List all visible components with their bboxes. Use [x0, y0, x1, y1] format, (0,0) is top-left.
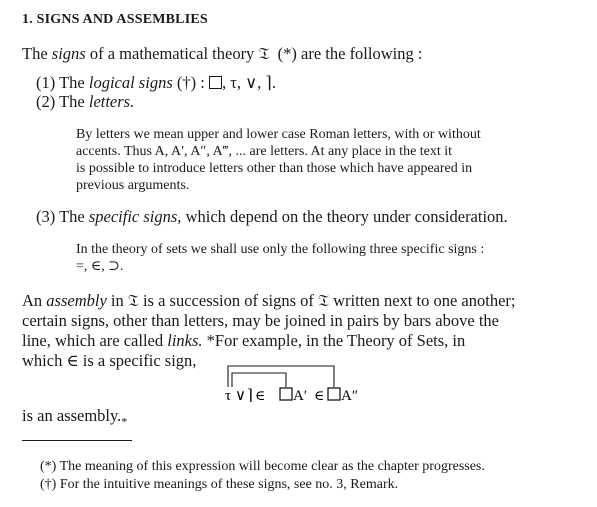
specific-signs-paragraph: In the theory of sets we shall use only the following three specific signs : =, ∈, ⊃.: [76, 242, 485, 274]
letters-paragraph: By letters we mean upper and lower case Roman letters, with or without accents. Thus A, A′, A″, A‴, ... are letters. At any place in the text it is possible to introduce letters other than those which have appeared in previous arguments.: [76, 127, 481, 193]
footnotes: [40, 458, 485, 494]
formula-box-1: [280, 388, 292, 400]
term-assembly: assembly: [46, 291, 107, 310]
footnote-divider: [22, 440, 132, 441]
box-sign-icon: [209, 76, 222, 89]
term-logical-signs: logical signs: [88, 73, 173, 92]
logical-signs-list: , τ, ∨, ⌉.: [221, 73, 276, 92]
term-specific-signs: specific signs,: [88, 207, 182, 226]
footnote-1: (*) The meaning of this expression will become clear as the chapter progresses.: [40, 459, 485, 474]
formula-box-2: [328, 388, 340, 400]
conclusion-line: is an $assembly._*$: [22, 406, 128, 429]
formula-in-1: ∈: [255, 389, 266, 404]
intro-line: The signs of a mathematical theory 𝔗 (*) are the following :: [22, 44, 423, 63]
term-links: links.: [167, 331, 203, 350]
outer-link-bar: [228, 366, 334, 387]
term-signs: signs: [51, 44, 86, 63]
formula-letter-a1: A′: [293, 388, 308, 404]
formula-links: [228, 366, 334, 387]
item-3: (3) The specific signs, which depend on the theory under consideration.: [36, 207, 508, 226]
inner-link-bar: [232, 373, 286, 387]
item-2: (2) The letters.: [36, 92, 135, 111]
formula-not: ⌉: [247, 388, 253, 404]
end-note-marker: *: [121, 414, 128, 429]
term-letters: letters.: [88, 92, 135, 111]
assembly-paragraph: An assembly in 𝔗 is a succession of signs of 𝔗 written next to one another; certain signs, other than letters, may be joined in pairs by bars above the line, which are called links. *For example, in the Theory of Sets, in which ∈ is a specific sign,: [22, 291, 516, 370]
note-marker-star: (*): [277, 44, 297, 63]
formula-tau: τ: [225, 388, 232, 404]
footnote-2: (†) For the intuitive meanings of these signs, see no. 3, Remark.: [40, 477, 399, 492]
assembly-formula: [222, 360, 372, 404]
section-heading: 1. SIGNS AND ASSEMBLIES: [22, 12, 208, 27]
formula-or: ∨: [235, 388, 246, 404]
item-1: (1) The logical signs (†) : , τ, ∨, ⌉.: [36, 73, 276, 92]
formula-in-2: ∈: [314, 389, 325, 404]
note-marker-dagger: (†): [176, 73, 197, 92]
formula-letter-a2: A″: [341, 388, 359, 404]
theory-symbol: 𝔗: [258, 44, 270, 63]
